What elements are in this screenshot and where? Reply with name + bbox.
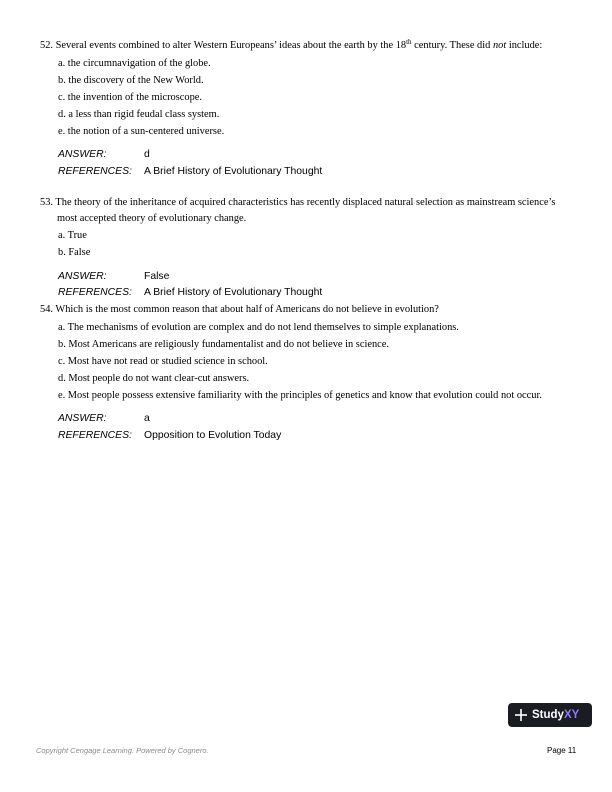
option: d. Most people do not want clear-cut answers. [58,372,250,384]
answer-block: ANSWER: d REFERENCES: A Brief History of Evolutionary Thought [58,147,570,180]
option: a. The mechanisms of evolution are complex and do not lend themselves to simple explanations. [58,321,459,333]
option: b. the discovery of the New World. [58,74,204,86]
references-value: A Brief History of Evolutionary Thought [144,165,323,177]
answer-value: False [144,270,170,282]
option: a. True [58,230,87,241]
plus-icon [514,708,528,722]
answer-value: d [144,149,150,160]
page-number: Page 11 [547,746,577,755]
question-number: 54. [40,304,53,315]
studyxy-logo [508,703,592,727]
answer-block: ANSWER: False REFERENCES: A Brief History of Evolutionary Thought [58,269,570,302]
question-54 [40,302,570,444]
option: e. the notion of a sun-centered universe. [58,125,225,137]
footer-copyright: Copyright Cengage Learning. Powered by Cognero. [36,746,209,755]
question-52 [40,38,570,180]
logo-text: StudyXY [532,709,580,721]
references-value: Opposition to Evolution Today [144,429,282,441]
option: e. Most people possess extensive familiarity with the principles of genetics and know that evolution could not occur. [58,389,542,401]
answer-value: a [144,413,150,424]
question-stem: 54. Which is the most common reason that about half of Americans do not believe in evolution? [40,304,439,315]
option: c. Most have not read or studied science in school. [58,355,268,367]
question-53 [40,195,570,302]
answer-block: ANSWER: a REFERENCES: Opposition to Evolution Today [58,411,570,444]
question-number: 52. [40,40,53,51]
option: d. a less than rigid feudal class system. [58,108,220,120]
question-number: 53. [40,197,53,208]
option: c. the invention of the microscope. [58,91,202,103]
option: b. False [58,247,91,258]
option: a. the circumnavigation of the globe. [58,57,211,69]
question-stem: 53. The theory of the inheritance of acquired characteristics has recently displaced natural selection as mainstream science’s most accepted theory of evolutionary change. [40,197,556,224]
option: b. Most Americans are religiously fundamentalist and do not believe in science. [58,338,389,350]
references-value: A Brief History of Evolutionary Thought [144,287,323,298]
question-stem: 52. Several events combined to alter Western Europeans’ ideas about the earth by the 18th century. These did not include: [40,38,543,51]
